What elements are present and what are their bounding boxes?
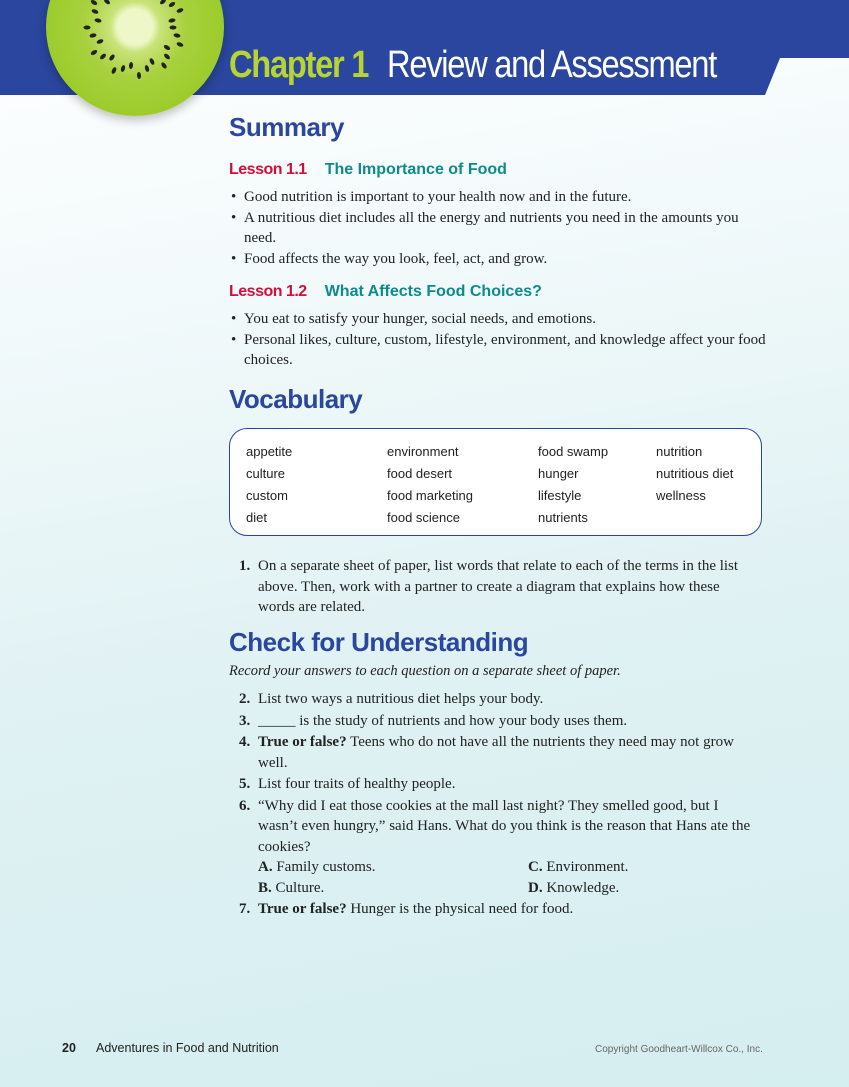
page-number: 20 [62, 1041, 76, 1055]
option-letter: D. [528, 879, 543, 896]
question-number: 6. [239, 797, 251, 814]
kiwi-seed [108, 54, 115, 62]
lesson-name: The Importance of Food [324, 161, 507, 178]
vocabulary-heading: Vocabulary [229, 384, 363, 414]
vocabulary-box [229, 428, 762, 536]
question-2 [239, 689, 759, 710]
bullet: • You eat to satisfy your hunger, social needs, and emotions. [231, 309, 771, 330]
question-text: _____ is the study of nutrients and how your body uses them. [258, 712, 628, 729]
vocabulary-term: lifestyle [538, 488, 582, 503]
option-text: Environment. [546, 859, 629, 875]
kiwi-seed [90, 49, 98, 56]
lesson-heading [229, 283, 542, 301]
kiwi-seed [129, 62, 134, 69]
lesson-number: Lesson 1.2 [229, 283, 307, 300]
kiwi-seed [163, 44, 171, 51]
question-number: 4. [239, 734, 251, 750]
question-text: On a separate sheet of paper, list words that relate to each of the terms in the list above. Then, work with a partner to create a diagram that explains how these words are related. [258, 558, 739, 615]
kiwi-seed [168, 1, 176, 8]
option-text: Family customs. [276, 859, 376, 875]
question-number: 5. [239, 776, 251, 792]
option-letter: C. [528, 859, 543, 875]
option-c [528, 857, 728, 878]
lesson-name: What Affects Food Choices? [324, 283, 542, 300]
kiwi-seed [170, 26, 177, 30]
kiwi-seed [91, 9, 99, 15]
option-d [528, 878, 728, 899]
answer-options [258, 857, 759, 898]
question-list [239, 556, 759, 619]
kiwi-seed [96, 38, 104, 44]
chapter-label: Chapter 1 [229, 44, 369, 86]
vocabulary-term: food marketing [387, 488, 473, 503]
kiwi-seed [149, 57, 156, 65]
question-number: 2. [239, 691, 251, 707]
lesson-number: Lesson 1.1 [229, 161, 307, 178]
kiwi-seed [99, 53, 107, 61]
kiwi-seed [94, 18, 102, 23]
copyright: Copyright Goodheart-Willcox Co., Inc. [595, 1044, 763, 1055]
question-5 [239, 774, 759, 795]
kiwi-seed [159, 0, 167, 6]
bullet: • A nutritious diet includes all the energy and nutrients you need in the amounts you need. [231, 208, 771, 249]
true-false-label: True or false? [258, 734, 347, 750]
question-1 [239, 556, 759, 618]
question-text: Teens who do not have all the nutrients they need may not grow well. [258, 734, 734, 771]
question-4 [239, 732, 759, 773]
question-number: 3. [239, 712, 251, 729]
kiwi-seed [120, 65, 126, 73]
vocabulary-term: appetite [246, 444, 293, 459]
option-text: Culture. [275, 879, 325, 896]
vocabulary-term: food swamp [538, 444, 609, 459]
bullet: • Food affects the way you look, feel, act, and grow. [231, 249, 771, 270]
option-b [258, 878, 528, 899]
kiwi-seed [90, 0, 98, 6]
summary-heading: Summary [229, 112, 344, 142]
vocabulary-term: nutrition [656, 444, 703, 459]
check-intro: Record your answers to each question on a separate sheet of paper. [229, 663, 621, 679]
kiwi-seed [176, 7, 184, 13]
question-number: 1. [239, 558, 251, 574]
vocabulary-term: wellness [656, 488, 706, 503]
bullet: • Good nutrition is important to your health now and in the future. [231, 187, 771, 208]
question-6 [239, 796, 759, 899]
lesson-heading [229, 161, 507, 179]
check-heading: Check for Understanding [229, 627, 529, 657]
vocabulary-term: environment [387, 444, 459, 459]
kiwi-seed [89, 33, 97, 38]
vocabulary-term: nutritious diet [656, 466, 734, 481]
bullet: • Personal likes, culture, custom, lifestyle, environment, and knowledge affect your food choices. [231, 330, 771, 371]
chapter-title: Review and Assessment [387, 44, 716, 86]
option-letter: A. [258, 859, 273, 875]
kiwi-seed [163, 53, 171, 61]
kiwi-seed [173, 33, 181, 38]
vocabulary-term: culture [246, 466, 286, 481]
question-text: Hunger is the physical need for food. [346, 901, 574, 917]
kiwi-seed [144, 65, 150, 73]
question-text: List four traits of healthy people. [258, 776, 456, 792]
question-number: 7. [239, 901, 251, 917]
vocabulary-term: food desert [387, 466, 453, 481]
question-7 [239, 899, 759, 920]
question-text: “Why did I eat those cookies at the mall last night? They smelled good, but I wasn’t even hungry,” said Hans. What do you think is the reason that Hans ate the cookies? [258, 797, 751, 855]
kiwi-seed [137, 72, 142, 79]
book-title: Adventures in Food and Nutrition [96, 1041, 279, 1055]
kiwi-image [46, 0, 224, 116]
page-title [229, 44, 716, 87]
option-text: Knowledge. [546, 879, 620, 896]
kiwi-seed [103, 0, 111, 6]
kiwi-seed [169, 18, 177, 23]
vocabulary-term: food science [387, 510, 460, 525]
kiwi-seed [110, 66, 117, 74]
question-3 [239, 711, 759, 732]
kiwi-seed [84, 26, 91, 30]
kiwi-seed [176, 42, 184, 48]
vocabulary-term: diet [246, 510, 267, 525]
lesson-bullets [231, 187, 771, 269]
lesson-bullets [231, 309, 771, 371]
vocabulary-term: custom [246, 488, 288, 503]
true-false-label: True or false? [258, 901, 347, 917]
vocabulary-term: nutrients [538, 510, 588, 525]
option-letter: B. [258, 879, 272, 896]
kiwi-seed [160, 62, 167, 70]
question-text: List two ways a nutritious diet helps your body. [258, 691, 544, 707]
vocabulary-term: hunger [538, 466, 579, 481]
question-list [239, 689, 759, 921]
option-a [258, 857, 528, 878]
